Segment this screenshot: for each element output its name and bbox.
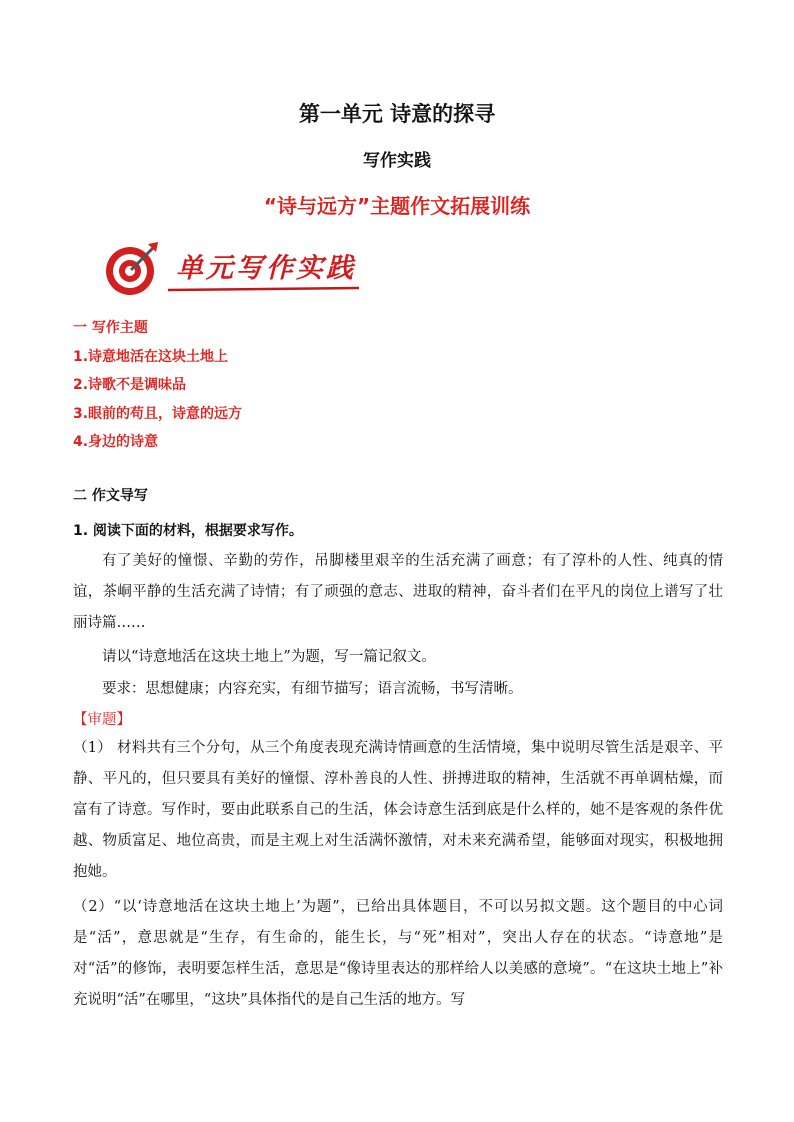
analysis-tag: 【审题】 (73, 712, 131, 728)
topic-title: “诗与远方”主题作文拓展训练 (263, 194, 531, 218)
list-item: 4.身边的诗意 (73, 434, 159, 450)
unit-title: 第一单元 诗意的探寻 (298, 102, 496, 126)
material-paragraph: 有了美好的憧憬、辛勤的劳作，吊脚楼里艰辛的生活充满了画意；有了淳朴的人性、纯真的情谊，茶峒平静的生活充满了诗情；有了顽强的意志、进取的精神，奋斗者们在平凡的岗位上谱写了壮丽诗篇…… (73, 553, 723, 631)
subtitle: 写作实践 (363, 151, 431, 171)
prompt-paragraph: 请以“诗意地活在这块土地上”为题，写一篇记叙文。 (102, 649, 436, 665)
requirements-paragraph: 要求：思想健康；内容充实，有细节描写；语言流畅，书写清晰。 (102, 681, 523, 697)
section-heading: 二 作文导写 (73, 488, 148, 504)
writing-topics (73, 318, 242, 461)
section-banner (104, 238, 364, 300)
banner-label: 单元写作实践 (176, 253, 356, 284)
question-heading: 1. 阅读下面的材料，根据要求写作。 (73, 523, 303, 539)
list-item: 2.诗歌不是调味品 (73, 377, 187, 393)
analysis-paragraph-1: （1） 材料共有三个分句，从三个角度表现充满诗情画意的生活情境，集中说明尽管生活是艰辛、平静、平凡的，但只要具有美好的憧憬、淳朴善良的人性、拼搏进取的精神，生活就不再单调枯燥，而富有了诗意。写作时，要由此联系自己的生活，体会诗意生活到底是什么样的，她不是客观的条件优越、物质富足、地位高贵，而是主观上对生活满怀激情，对未来充满希望，能够面对现实，积极地拥抱她。 (73, 740, 723, 880)
section-heading: 一 写作主题 (73, 320, 148, 336)
list-item: 1.诗意地活在这块土地上 (73, 348, 229, 365)
list-item: 3.眼前的苟且，诗意的远方 (73, 405, 243, 422)
analysis-paragraph-2: （2）“以‘诗意地活在这块土地上’为题”，已给出具体题目，不可以另拟文题。这个题目的中心词是“活”，意思就是“生存，有生命的，能生长，与“死”相对”，突出人存在的状态。“诗意地”是对“活”的修饰，表明要怎样生活，意思是“像诗里表达的那样给人以美感的意境”。“在这块土地上”补充说明“活”在哪里，“这块”具体指代的是自己生活的地方。写 (73, 899, 723, 1008)
